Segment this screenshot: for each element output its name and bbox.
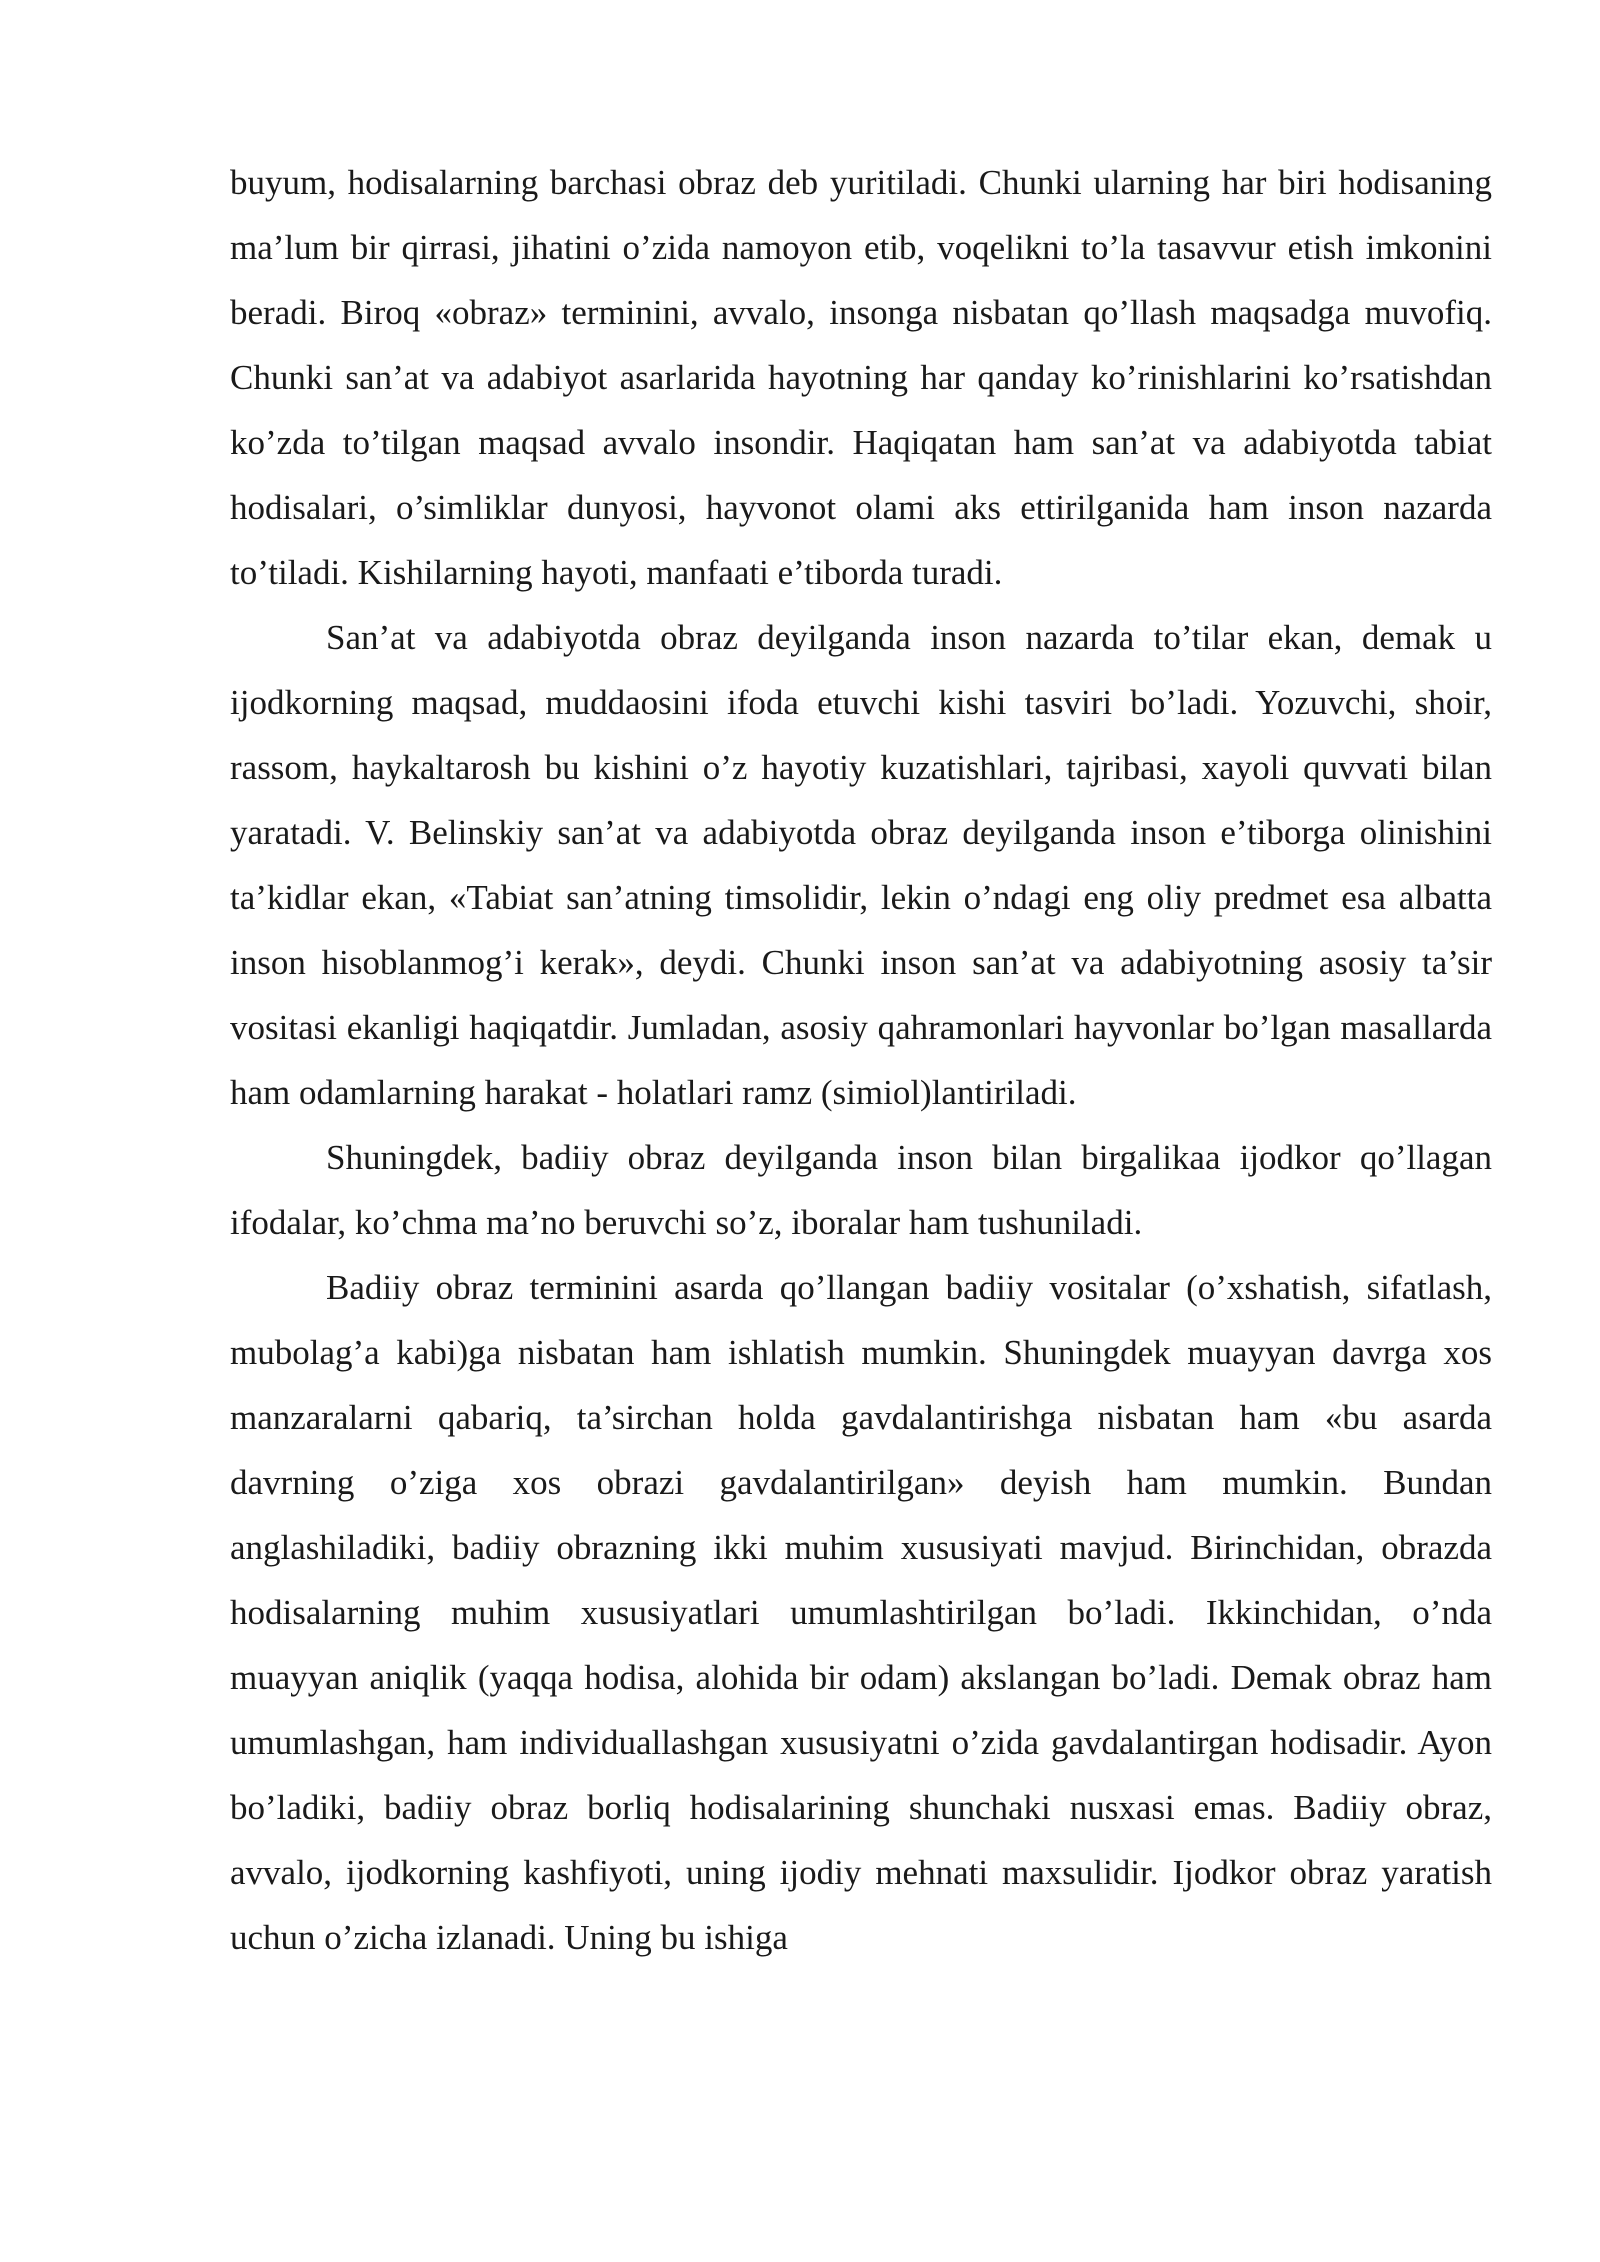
paragraph: Badiiy obraz terminini asarda qo’llangan badiiy vositalar (o’xshatish, sifatlash, mubolag’a kabi)ga nisbatan ham ishlatish mumkin. Shuningdek muayyan davrga xos manzaralarni qabariq, ta’sirchan holda gavdalantirishga nisbatan ham «bu asarda davrning o’ziga xos obrazi gavdalantirilgan» deyish ham mumkin. Bundan anglashiladiki, badiiy obrazning ikki muhim xususiyati mavjud. Birinchidan, obrazda hodisalarning muhim xususiyatlari umumlashtirilgan bo’ladi. Ikkinchidan, o’nda muayyan aniqlik (yaqqa hodisa, alohida bir odam) akslangan bo’ladi. Demak obraz ham umumlashgan, ham individuallashgan xususiyatni o’zida gavdalantirgan hodisadir. Ayon bo’ladiki, badiiy obraz borliq hodisalarining shunchaki nusxasi emas. Badiiy obraz, avvalo, ijodkorning kashfiyoti, uning ijodiy mehnati maxsulidir. Ijodkor obraz yaratish uchun o’zicha izlanadi. Uning bu ishiga: [230, 1268, 1492, 1957]
paragraph: Shuningdek, badiiy obraz deyilganda inson bilan birgalikaa ijodkor qo’llagan ifodalar, ko’chma ma’no beruvchi so’z, iboralar ham tushuniladi.: [230, 1138, 1492, 1242]
paragraph: San’at va adabiyotda obraz deyilganda inson nazarda to’tilar ekan, demak u ijodkorning maqsad, muddaosini ifoda etuvchi kishi tasviri bo’ladi. Yozuvchi, shoir, rassom, haykaltarosh bu kishini o’z hayotiy kuzatishlari, tajribasi, xayoli quvvati bilan yaratadi. V. Belinskiy san’at va adabiyotda obraz deyilganda inson e’tiborga olinishini ta’kidlar ekan, «Tabiat san’atning timsolidir, lekin o’ndagi eng oliy predmet esa albatta inson hisoblanmog’i kerak», deydi. Chunki inson san’at va adabiyotning asosiy ta’sir vositasi ekanligi haqiqatdir. Jumladan, asosiy qahramonlari hayvonlar bo’lgan masallarda ham odamlarning harakat - holatlari ramz (simiol)lantiriladi.: [230, 618, 1492, 1112]
paragraph: buyum, hodisalarning barchasi obraz deb yuritiladi. Chunki ularning har biri hodisaning ma’lum bir qirrasi, jihatini o’zida namoyon etib, voqelikni to’la tasavvur etish imkonini beradi. Biroq «obraz» terminini, avvalo, insonga nisbatan qo’llash maqsadga muvofiq. Chunki san’at va adabiyot asarlarida hayotning har qanday ko’rinishlarini ko’rsatishdan ko’zda to’tilgan maqsad avvalo insondir. Haqiqatan ham san’at va adabiyotda tabiat hodisalari, o’simliklar dunyosi, hayvonot olami aks ettirilganida ham inson nazarda to’tiladi. Kishilarning hayoti, manfaati e’tiborda turadi.: [230, 163, 1492, 592]
page-body-text: [230, 150, 1492, 1970]
